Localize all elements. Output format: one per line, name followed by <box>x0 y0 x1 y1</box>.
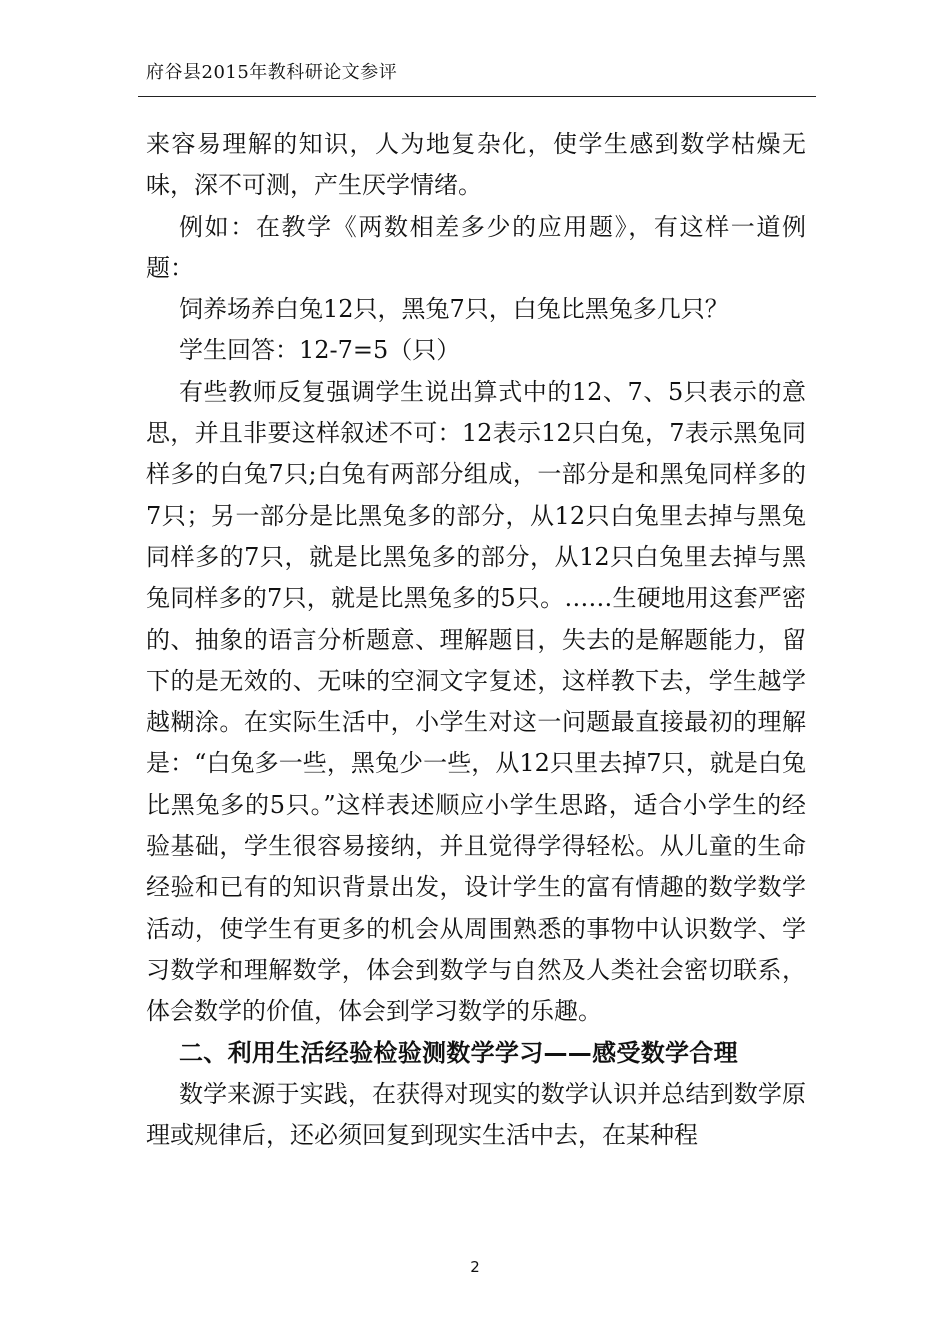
paragraph-analysis: 有些教师反复强调学生说出算式中的12、7、5只表示的意思，并且非要这样叙述不可：12表示12只白兔，7表示黑兔同样多的白兔7只;白兔有两部分组成，一部分是和黑兔同样多的7只；另一部分是比黑兔多的部分，从12只白兔里去掉与黑兔同样多的7只，就是比黑兔多的部分，从12只白兔里去掉与黑兔同样多的7只，就是比黑兔多的5只。……生硬地用这套严密的、抽象的语言分析题意、理解题目，失去的是解题能力，留下的是无效的、无味的空洞文字复述，这样教下去，学生越学越糊涂。在实际生活中，小学生对这一问题最直接最初的理解是：“白兔多一些，黑兔少一些，从12只里去掉7只，就是白兔比黑兔多的5只。”这样表述顺应小学生思路，适合小学生的经验基础，学生很容易接纳，并且觉得学得轻松。从儿童的生命经验和已有的知识背景出发，设计学生的富有情趣的数学数学活动，使学生有更多的机会从周围熟悉的事物中认识数学、学习数学和理解数学，体会到数学与自然及人类社会密切联系，体会数学的价值，体会到学习数学的乐趣。 <box>146 377 806 1026</box>
paragraph-section-intro: 数学来源于实践，在获得对现实的数学认识并总结到数学原理或规律后，还必须回复到现实生活中去，在某种程 <box>146 1079 806 1150</box>
page-header: 府谷县2015年教科研论文参评 <box>146 62 398 83</box>
page-number: 2 <box>470 1258 480 1276</box>
header-divider <box>138 96 816 97</box>
paragraph-student-answer: 学生回答：12-7=5（只） <box>179 336 461 365</box>
section-heading: 二、利用生活经验检验测数学学习——感受数学合理 <box>179 1038 738 1067</box>
paragraph-example-problem: 饲养场养白兔12只，黑兔7只，白兔比黑兔多几只？ <box>179 295 729 324</box>
paragraph-continuation: 来容易理解的知识，人为地复杂化，使学生感到数学枯燥无味，深不可测，产生厌学情绪。 <box>146 130 806 200</box>
page-body <box>146 124 806 1156</box>
paragraph-example-intro: 例如：在教学《两数相差多少的应用题》，有这样一道例题： <box>146 212 806 282</box>
